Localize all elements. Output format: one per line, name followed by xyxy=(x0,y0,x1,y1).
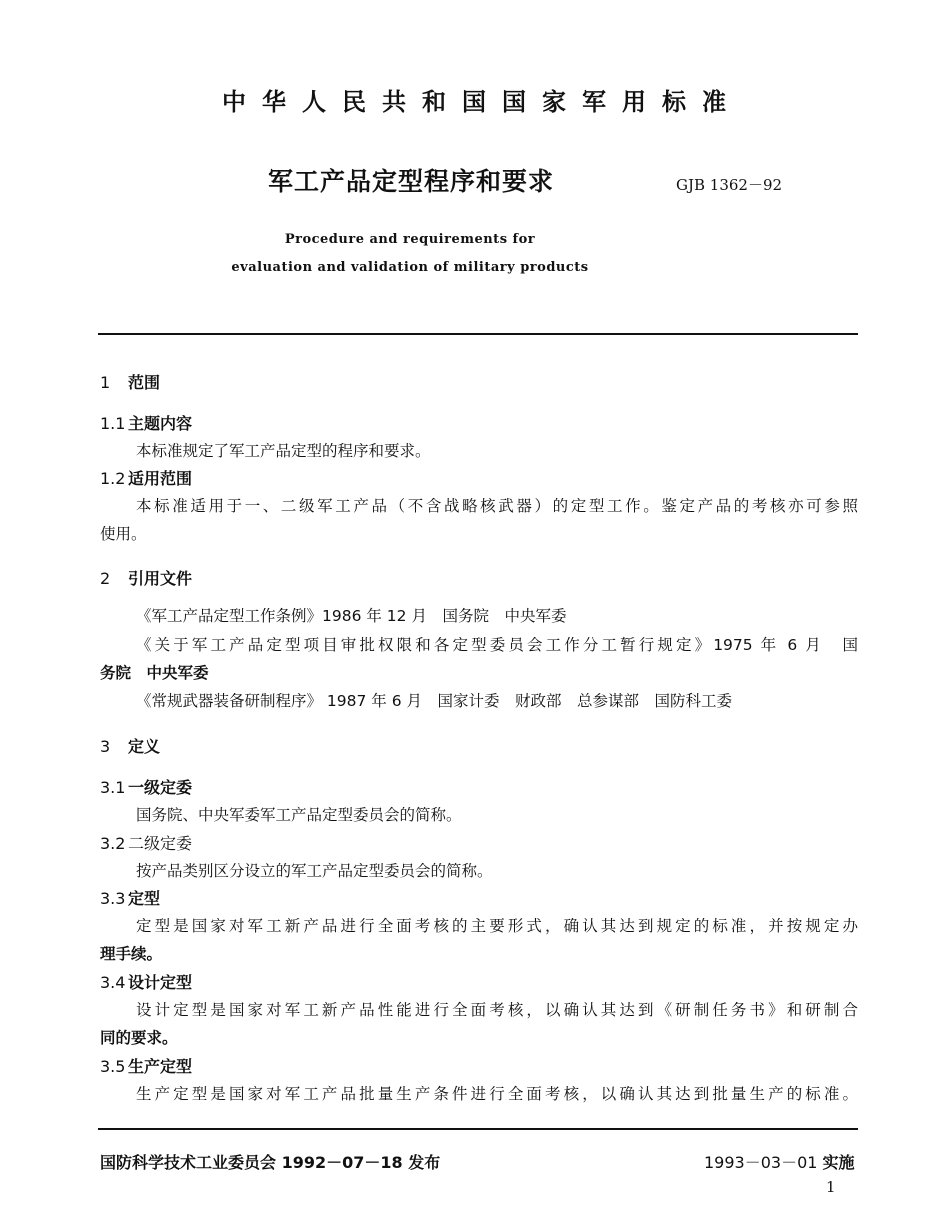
bottom-divider xyxy=(98,1128,858,1130)
section-title: 范围 xyxy=(128,373,161,392)
section-3-3-text-line-1: 定型是国家对军工新产品进行全面考核的主要形式，确认其达到规定的标准，并按规定办 xyxy=(136,917,858,935)
page-number: 1 xyxy=(826,1178,836,1196)
section-title: 一级定委 xyxy=(128,778,193,797)
section-number: 3.2 xyxy=(100,834,126,853)
top-divider xyxy=(98,333,858,335)
section-1-2-text-line-2: 使用。 xyxy=(100,525,147,543)
section-number: 2 xyxy=(100,569,111,588)
section-3-5-text: 生产定型是国家对军工产品批量生产条件进行全面考核，以确认其达到批量生产的标准。 xyxy=(136,1085,858,1103)
reference-item-2-cont: 务院 中央军委 xyxy=(100,664,209,682)
english-title-line-2: evaluation and validation of military products xyxy=(231,260,589,275)
section-3-3-heading xyxy=(100,886,160,909)
section-1-heading xyxy=(100,370,160,393)
section-title: 适用范围 xyxy=(128,469,193,488)
section-title: 生产定型 xyxy=(128,1057,193,1076)
section-3-4-text-line-1: 设计定型是国家对军工新产品性能进行全面考核，以确认其达到《研制任务书》和研制合 xyxy=(136,1001,858,1019)
section-number: 1 xyxy=(100,373,111,392)
section-3-4-heading xyxy=(100,970,192,993)
section-1-1-text: 本标准规定了军工产品定型的程序和要求。 xyxy=(136,442,431,460)
section-3-2-heading xyxy=(100,831,192,854)
section-title: 定义 xyxy=(128,737,161,756)
standard-header: 中华人民共和国国家军用标准 xyxy=(222,88,742,116)
section-1-2-heading xyxy=(100,466,192,489)
section-1-2-text-line-1: 本标准适用于一、二级军工产品（不含战略核武器）的定型工作。鉴定产品的考核亦可参照 xyxy=(136,497,858,515)
issue-statement: 国防科学技术工业委员会 1992－07－18 发布 xyxy=(100,1153,441,1172)
section-3-5-heading xyxy=(100,1054,192,1077)
section-number: 3.5 xyxy=(100,1057,126,1076)
section-1-1-heading xyxy=(100,411,192,434)
reference-item-1: 《军工产品定型工作条例》1986 年 12 月 国务院 中央军委 xyxy=(136,607,567,625)
section-title: 二级定委 xyxy=(128,834,193,853)
section-number: 1.2 xyxy=(100,469,126,488)
reference-item-3: 《常规武器装备研制程序》 1987 年 6 月 国家计委 财政部 总参谋部 国防科工委 xyxy=(136,692,733,710)
section-number: 3 xyxy=(100,737,111,756)
section-number: 3.4 xyxy=(100,973,126,992)
effective-statement xyxy=(704,1150,855,1173)
section-title: 引用文件 xyxy=(128,569,193,588)
section-number: 3.1 xyxy=(100,778,126,797)
section-title: 定型 xyxy=(128,889,161,908)
section-3-3-text-line-2: 理手续。 xyxy=(100,945,163,963)
section-3-heading xyxy=(100,734,160,757)
section-title: 主题内容 xyxy=(128,414,193,433)
section-3-4-text-line-2: 同的要求。 xyxy=(100,1029,178,1047)
english-title-line-1: Procedure and requirements for xyxy=(284,232,536,247)
section-number: 3.3 xyxy=(100,889,126,908)
section-title: 设计定型 xyxy=(128,973,193,992)
effective-date: 1993－03－01 xyxy=(704,1153,818,1172)
section-3-2-text: 按产品类别区分设立的军工产品定型委员会的简称。 xyxy=(136,862,493,880)
section-number: 1.1 xyxy=(100,414,126,433)
section-3-1-heading xyxy=(100,775,192,798)
section-2-heading xyxy=(100,566,192,589)
standard-code: GJB 1362－92 xyxy=(676,176,783,194)
document-title: 军工产品定型程序和要求 xyxy=(268,167,555,196)
reference-item-2: 《关于军工产品定型项目审批权限和各定型委员会工作分工暂行规定》1975 年 6 月 国 xyxy=(136,636,858,654)
section-3-1-text: 国务院、中央军委军工产品定型委员会的简称。 xyxy=(136,806,462,824)
effective-label: 实施 xyxy=(822,1153,855,1172)
